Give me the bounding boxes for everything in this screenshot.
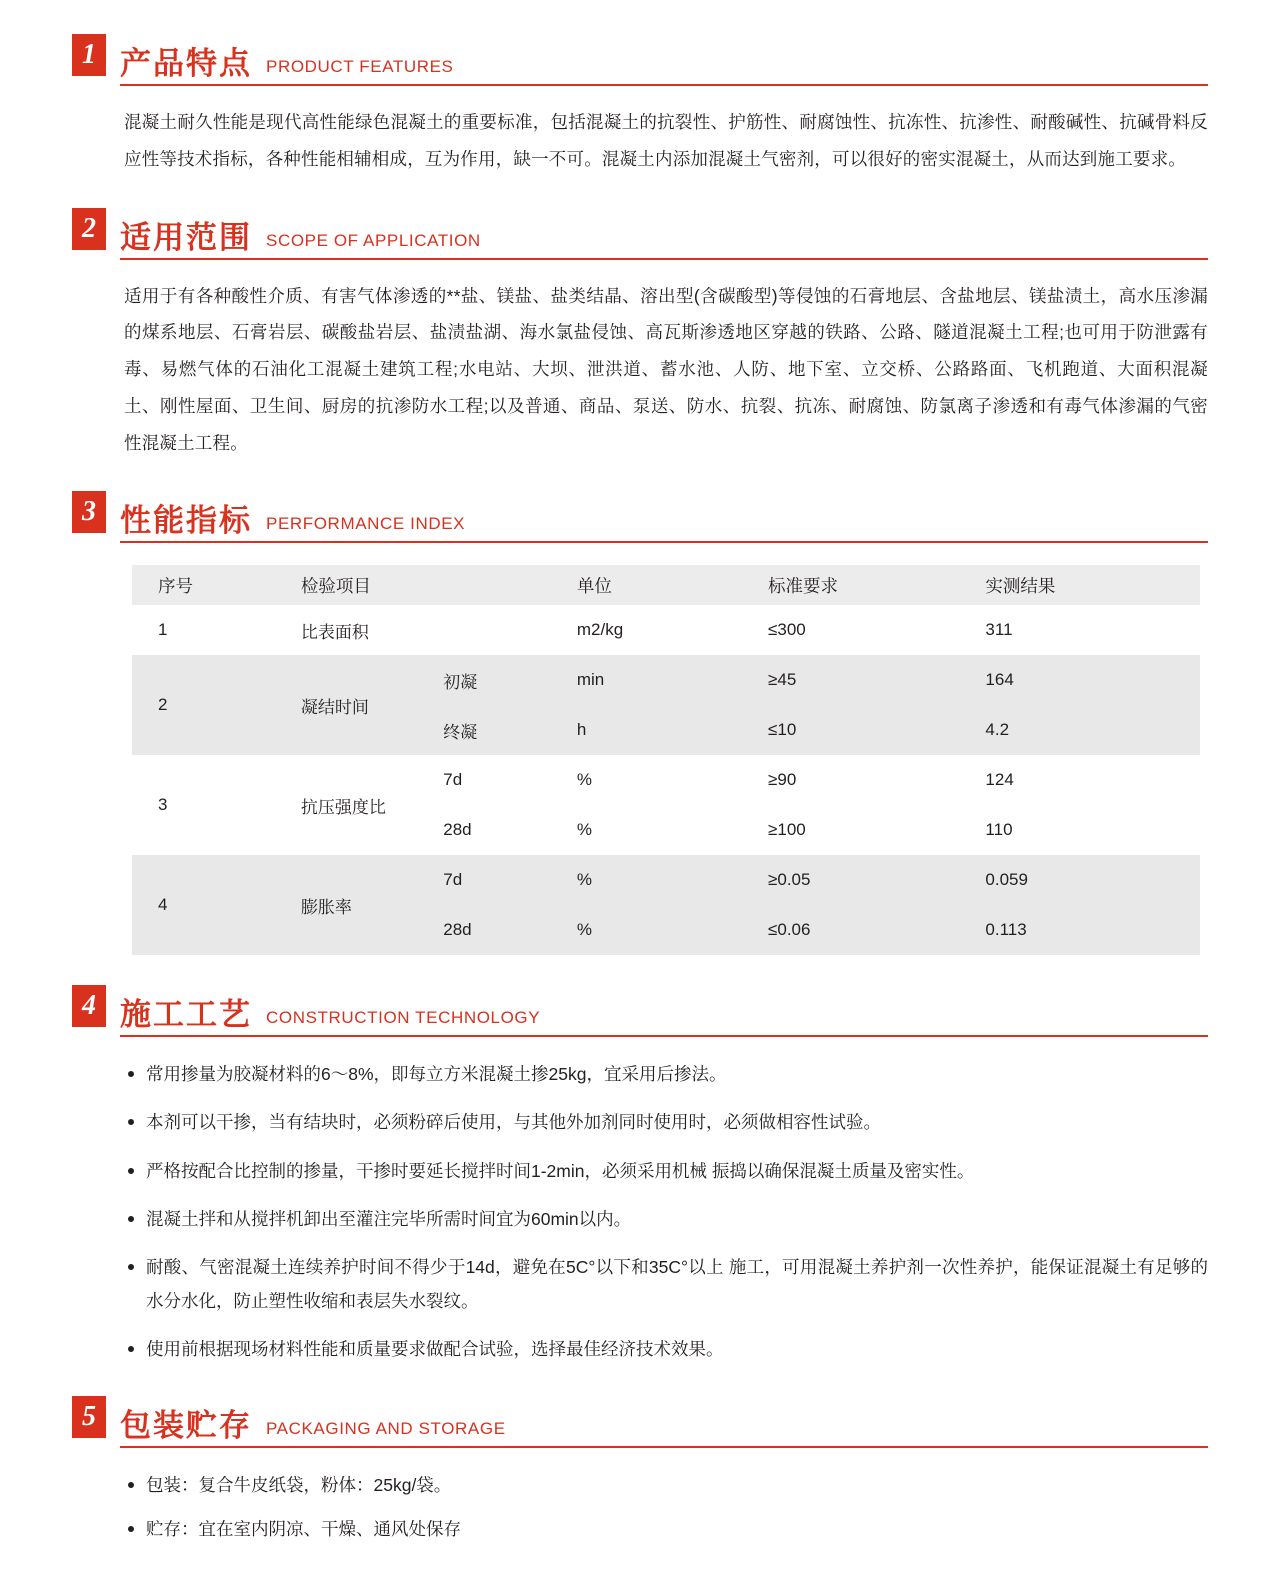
paragraph-scope: 适用于有各种酸性介质、有害气体渗透的**盐、镁盐、盐类结晶、溶出型(含碳酸型)等侵蚀的石膏地层、含盐地层、镁盐渍土，高水压渗漏的煤系地层、石膏岩层、碳酸盐岩层、盐渍盐湖、海水氯盐侵蚀、高瓦斯渗透地区穿越的铁路、公路、隧道混凝土工程;也可用于防泄露有毒、易燃气体的石油化工混凝土建筑工程;水电站、大坝、泄洪道、蓄水池、人防、地下室、立交桥、公路路面、飞机跑道、大面积混凝土、刚性屋面、卫生间、厨房的抗渗防水工程;以及普通、商品、泵送、防水、抗裂、抗冻、耐腐蚀、防氯离子渗透和有毒气体渗漏的气密性混凝土工程。: [124, 285, 1208, 453]
list-item: 严格按配合比控制的掺量，干掺时要延长搅拌时间1-2min，必须采用机械 振捣以确保混凝土质量及密实性。: [124, 1154, 1208, 1188]
cell-standard: ≥100: [768, 805, 985, 855]
cell-no: 3: [132, 755, 277, 855]
section-title-en: PACKAGING AND STORAGE: [266, 1419, 506, 1439]
cell-result: 0.113: [985, 905, 1200, 955]
cell-standard: ≤10: [768, 705, 985, 755]
table-row: [132, 605, 1200, 655]
section-title-en: PRODUCT FEATURES: [266, 57, 454, 76]
section-number: 5: [72, 1396, 106, 1438]
table-header-cell-no: 序号: [132, 565, 277, 605]
cell-sub: [443, 605, 577, 655]
cell-unit: %: [577, 805, 768, 855]
cell-sub: 7d: [443, 755, 577, 805]
table-row: [132, 855, 1200, 905]
section-divider: [120, 1035, 1208, 1037]
section-divider: [120, 1446, 1208, 1448]
section-header-packaging-storage: [72, 1396, 1208, 1448]
cell-standard: ≥45: [768, 655, 985, 705]
construction-list: [124, 1057, 1208, 1366]
section-divider: [120, 258, 1208, 260]
cell-item: 比表面积: [277, 605, 443, 655]
table-header-cell-unit: 单位: [577, 565, 768, 605]
section-header-performance-index: [72, 491, 1208, 543]
section-number: 3: [72, 491, 106, 533]
section-divider: [120, 84, 1208, 86]
cell-no: 4: [132, 855, 277, 955]
cell-result: 0.059: [985, 855, 1200, 905]
cell-unit: %: [577, 755, 768, 805]
section-number: 2: [72, 208, 106, 250]
cell-standard: ≤0.06: [768, 905, 985, 955]
section-header-construction-technology: [72, 985, 1208, 1037]
cell-item: 膨胀率: [277, 855, 443, 955]
cell-unit: m2/kg: [577, 605, 768, 655]
cell-standard: ≤300: [768, 605, 985, 655]
table-header-cell-standard: 标准要求: [768, 565, 985, 605]
cell-no: 2: [132, 655, 277, 755]
table-row: [132, 755, 1200, 805]
cell-result: 110: [985, 805, 1200, 855]
cell-result: 164: [985, 655, 1200, 705]
cell-sub: 28d: [443, 905, 577, 955]
section-divider: [120, 541, 1208, 543]
section-title-cn: 施工工艺: [120, 997, 252, 1033]
section-number: 4: [72, 985, 106, 1027]
performance-index-table: [132, 565, 1200, 955]
list-item: 耐酸、气密混凝土连续养护时间不得少于14d，避免在5C°以下和35C°以上 施工，可用混凝土养护剂一次性养护，能保证混凝土有足够的水分水化，防止塑性收缩和表层失水裂纹。: [124, 1250, 1208, 1318]
table-header-cell-sub: [443, 565, 577, 605]
table-header-cell-result: 实测结果: [985, 565, 1200, 605]
cell-unit: h: [577, 705, 768, 755]
cell-item: 凝结时间: [277, 655, 443, 755]
table-header-row: [132, 565, 1200, 605]
section-header-product-features: [72, 34, 1208, 86]
cell-no: 1: [132, 605, 277, 655]
cell-sub: 初凝: [443, 655, 577, 705]
cell-standard: ≥0.05: [768, 855, 985, 905]
section-title-cn: 性能指标: [120, 503, 252, 539]
list-item: 本剂可以干掺，当有结块时，必须粉碎后使用，与其他外加剂同时使用时，必须做相容性试验。: [124, 1105, 1208, 1139]
cell-unit: %: [577, 855, 768, 905]
section-header-scope: [72, 208, 1208, 260]
cell-result: 311: [985, 605, 1200, 655]
list-item: 常用掺量为胶凝材料的6～8%，即每立方米混凝土掺25kg，宜采用后掺法。: [124, 1057, 1208, 1091]
table-row: [132, 655, 1200, 705]
cell-sub: 7d: [443, 855, 577, 905]
list-item: 包装：复合牛皮纸袋，粉体：25kg/袋。: [124, 1468, 1208, 1502]
paragraph-product-features: 混凝土耐久性能是现代高性能绿色混凝土的重要标准，包括混凝土的抗裂性、护筋性、耐腐蚀性、抗冻性、抗渗性、耐酸碱性、抗碱骨料反应性等技术指标，各种性能相辅相成，互为作用，缺一不可。混凝土内添加混凝土气密剂，可以很好的密实混凝土，从而达到施工要求。: [124, 112, 1208, 169]
cell-result: 4.2: [985, 705, 1200, 755]
cell-unit: %: [577, 905, 768, 955]
list-item: 使用前根据现场材料性能和质量要求做配合试验，选择最佳经济技术效果。: [124, 1332, 1208, 1366]
cell-standard: ≥90: [768, 755, 985, 805]
packaging-list: [124, 1468, 1208, 1546]
cell-sub: 终凝: [443, 705, 577, 755]
cell-unit: min: [577, 655, 768, 705]
performance-table-wrapper: [132, 565, 1200, 955]
cell-sub: 28d: [443, 805, 577, 855]
section-title-en: CONSTRUCTION TECHNOLOGY: [266, 1008, 541, 1028]
section-title-en: PERFORMANCE INDEX: [266, 514, 466, 534]
section-title-cn: 适用范围: [120, 219, 252, 255]
cell-item: 抗压强度比: [277, 755, 443, 855]
list-item: 混凝土拌和从搅拌机卸出至灌注完毕所需时间宜为60min以内。: [124, 1202, 1208, 1236]
section-title-en: SCOPE OF APPLICATION: [266, 230, 481, 250]
cell-result: 124: [985, 755, 1200, 805]
section-title-cn: 包装贮存: [120, 1408, 252, 1444]
table-header-cell-item: 检验项目: [277, 565, 443, 605]
section-number: 1: [72, 34, 106, 76]
list-item: 贮存：宜在室内阴凉、干燥、通风处保存: [124, 1512, 1208, 1546]
section-title-cn: 产品特点: [120, 46, 252, 81]
